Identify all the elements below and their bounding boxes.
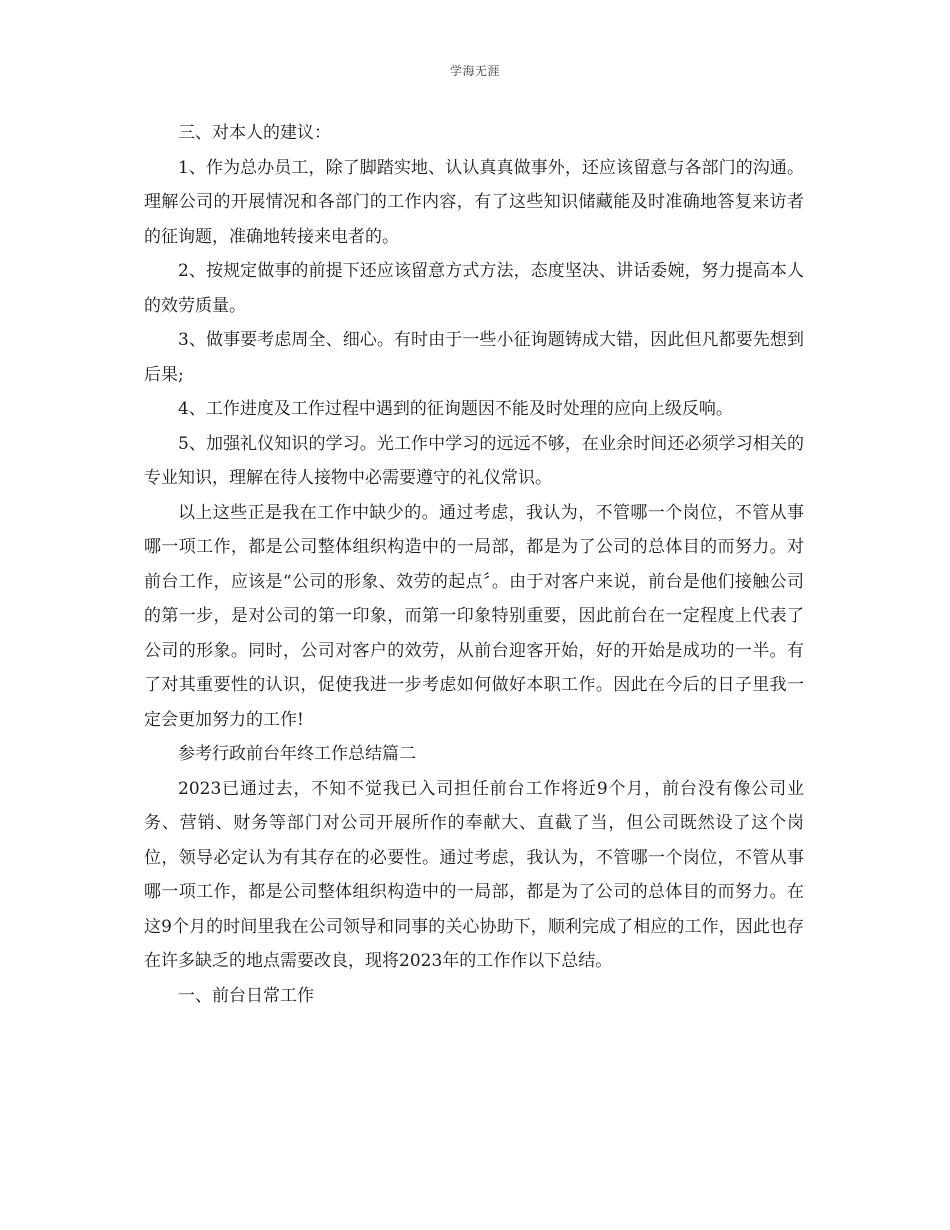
suggestion-item-3: 3、做事要考虑周全、细心。有时由于一些小征询题铸成大错，因此但凡都要先想到后果; [144,330,804,385]
conclusion-paragraph: 以上这些正是我在工作中缺少的。通过考虑，我认为，不管哪一个岗位，不管从事哪一项工作，都是公司整体组织构造中的一局部，都是为了公司的总体目的而努力。对前台工作，应该是“公司的形象、效劳的起点〞。由于对客户来说，前台是他们接触公司的第一步，是对公司的第一印象，而第一印象特别重要，因此前台在一定程度上代表了公司的形象。同时，公司对客户的效劳，从前台迎客开始，好的开始是成功的一半。有了对其重要性的认识，促使我进一步考虑如何做好本职工作。因此在今后的日子里我一定会更加努力的工作! [144,502,804,730]
section-heading-daily-work: 一、前台日常工作 [178,985,314,1006]
page-header: 学海无涯 [449,64,500,78]
suggestion-item-2: 2、按规定做事的前提下还应该留意方式方法，态度坚决、讲话委婉，努力提高本人的效劳质量。 [144,261,804,316]
suggestion-item-4: 4、工作进度及工作过程中遇到的征询题因不能及时处理的应向上级反响。 [178,399,733,419]
suggestion-item-1: 1、作为总办员工，除了脚踏实地、认认真真做事外，还应该留意与各部门的沟通。理解公司的开展情况和各部门的工作内容，有了这些知识储藏能及时准确地答复来访者的征询题，准确地转接来电者的。 [144,157,804,247]
article-two-intro: 2023已通过去，不知不觉我已入司担任前台工作将近9个月，前台没有像公司业务、营销、财务等部门对公司开展所作的奉献大、直截了当，但公司既然设了这个岗位，领导必定认为有其存在的必要性。通过考虑，我认为，不管哪一个岗位，不管从事哪一项工作，都是公司整体组织构造中的一局部，都是为了公司的总体目的而努力。在这9个月的时间里我在公司领导和同事的关心协助下，顺利完成了相应的工作，因此也存在许多缺乏的地点需要改良，现将2023年的工作作以下总结。 [144,778,804,971]
section-heading-suggestions: 三、对本人的建议： [178,123,331,143]
suggestion-item-5: 5、加强礼仪知识的学习。光工作中学习的远远不够，在业余时间还必须学习相关的专业知识，理解在待人接物中必需要遵守的礼仪常识。 [144,433,804,488]
article-two-title: 参考行政前台年终工作总结篇二 [178,744,416,764]
document-body [144,116,804,1013]
